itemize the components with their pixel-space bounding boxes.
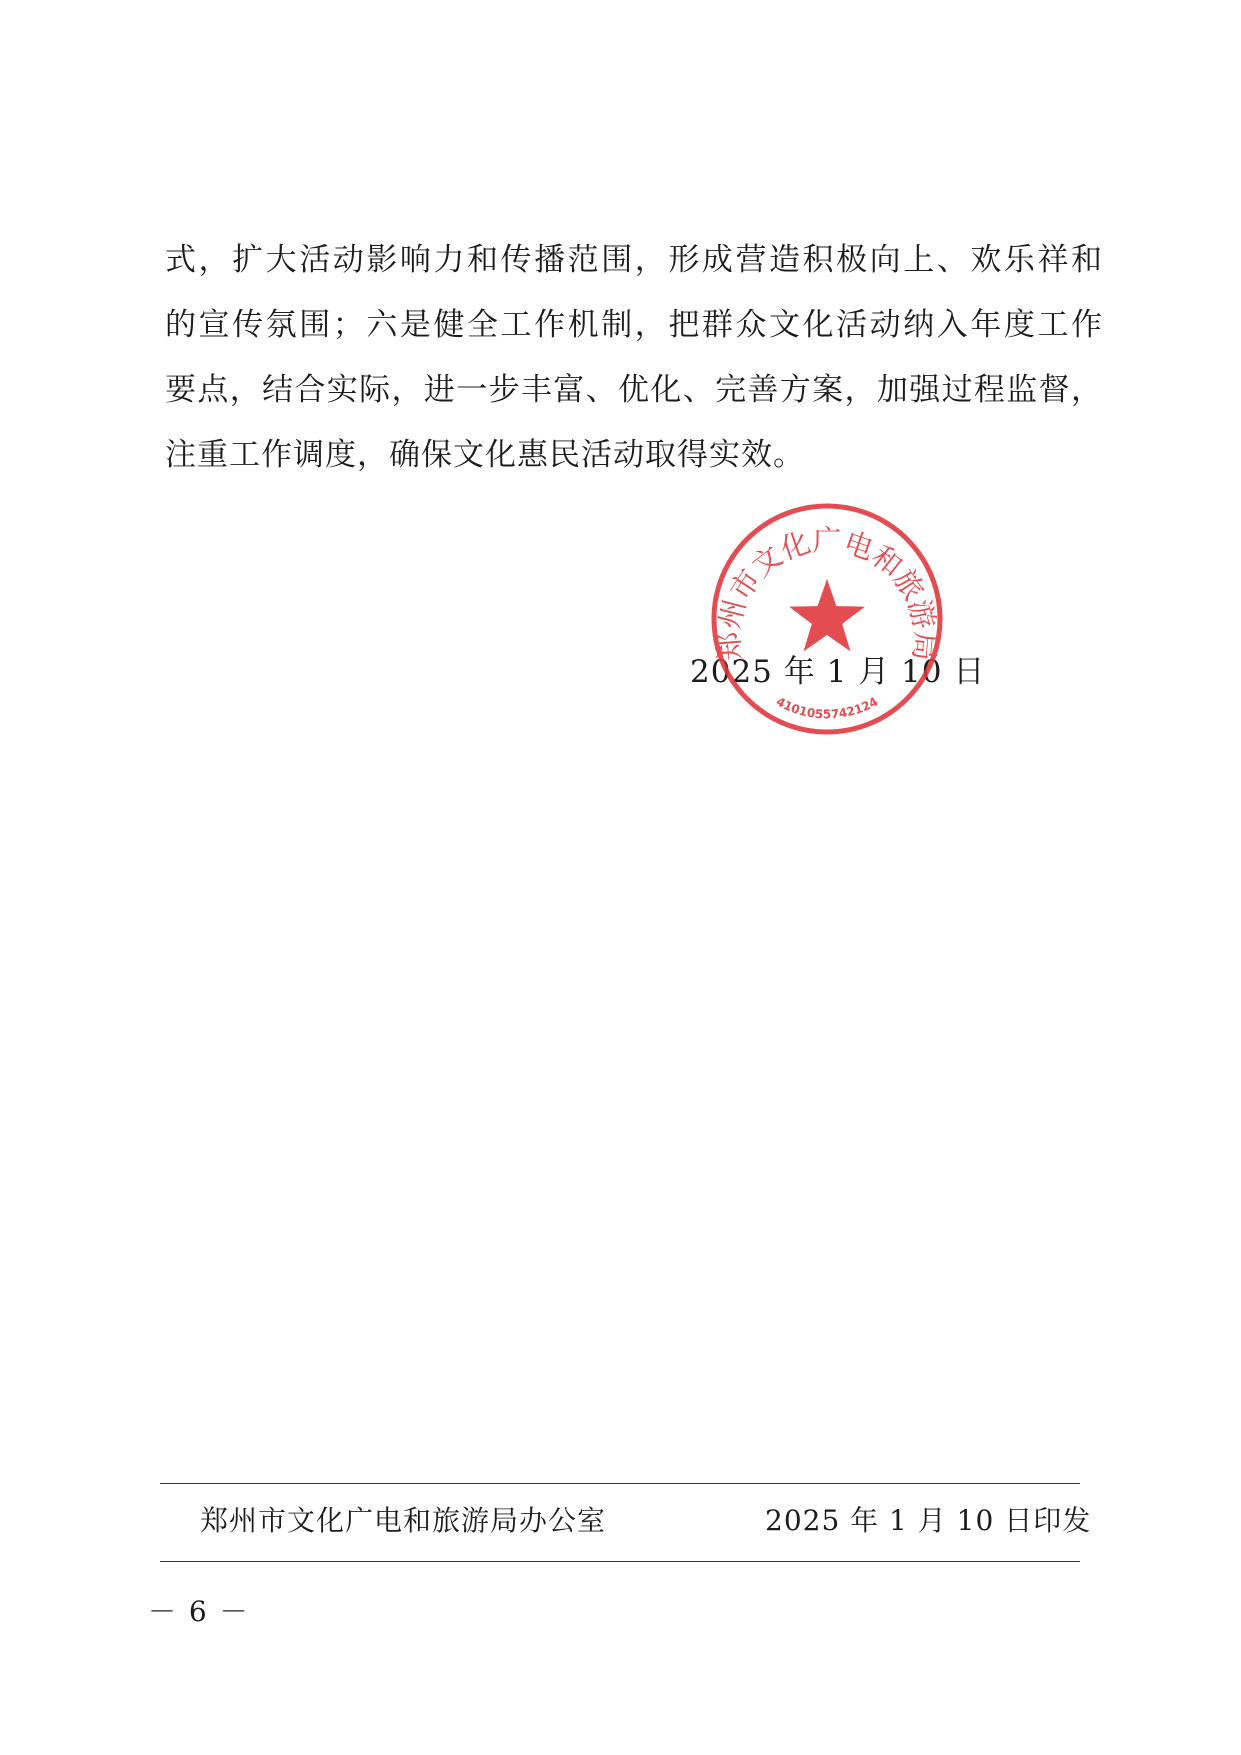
body-line: 的宣传氛围；六是健全工作机制，把群众文化活动纳入年度工作 bbox=[165, 307, 1103, 343]
body-line: 式，扩大活动影响力和传播范围，形成营造积极向上、欢乐祥和 bbox=[165, 242, 1103, 278]
page-number: － 6 － bbox=[148, 1595, 250, 1628]
body-line: 要点，结合实际，进一步丰富、优化、完善方案，加强过程监督， bbox=[165, 372, 1103, 408]
svg-text:4101055742124: 4101055742124 bbox=[773, 694, 881, 722]
svg-text:郑州市文化广电和旅游局: 郑州市文化广电和旅游局 bbox=[711, 523, 943, 663]
footer-issuer: 郑州市文化广电和旅游局办公室 bbox=[200, 1504, 607, 1537]
footer-issue-date: 2025 年 1 月 10 日印发 bbox=[765, 1504, 1092, 1537]
official-seal bbox=[707, 499, 947, 739]
footer-top-rule bbox=[160, 1483, 1080, 1484]
body-paragraph bbox=[165, 228, 1103, 488]
footer-bottom-rule bbox=[160, 1561, 1080, 1562]
body-line: 注重工作调度，确保文化惠民活动取得实效。 bbox=[165, 437, 805, 473]
signature-date: 2025 年 1 月 10 日 bbox=[690, 654, 986, 690]
